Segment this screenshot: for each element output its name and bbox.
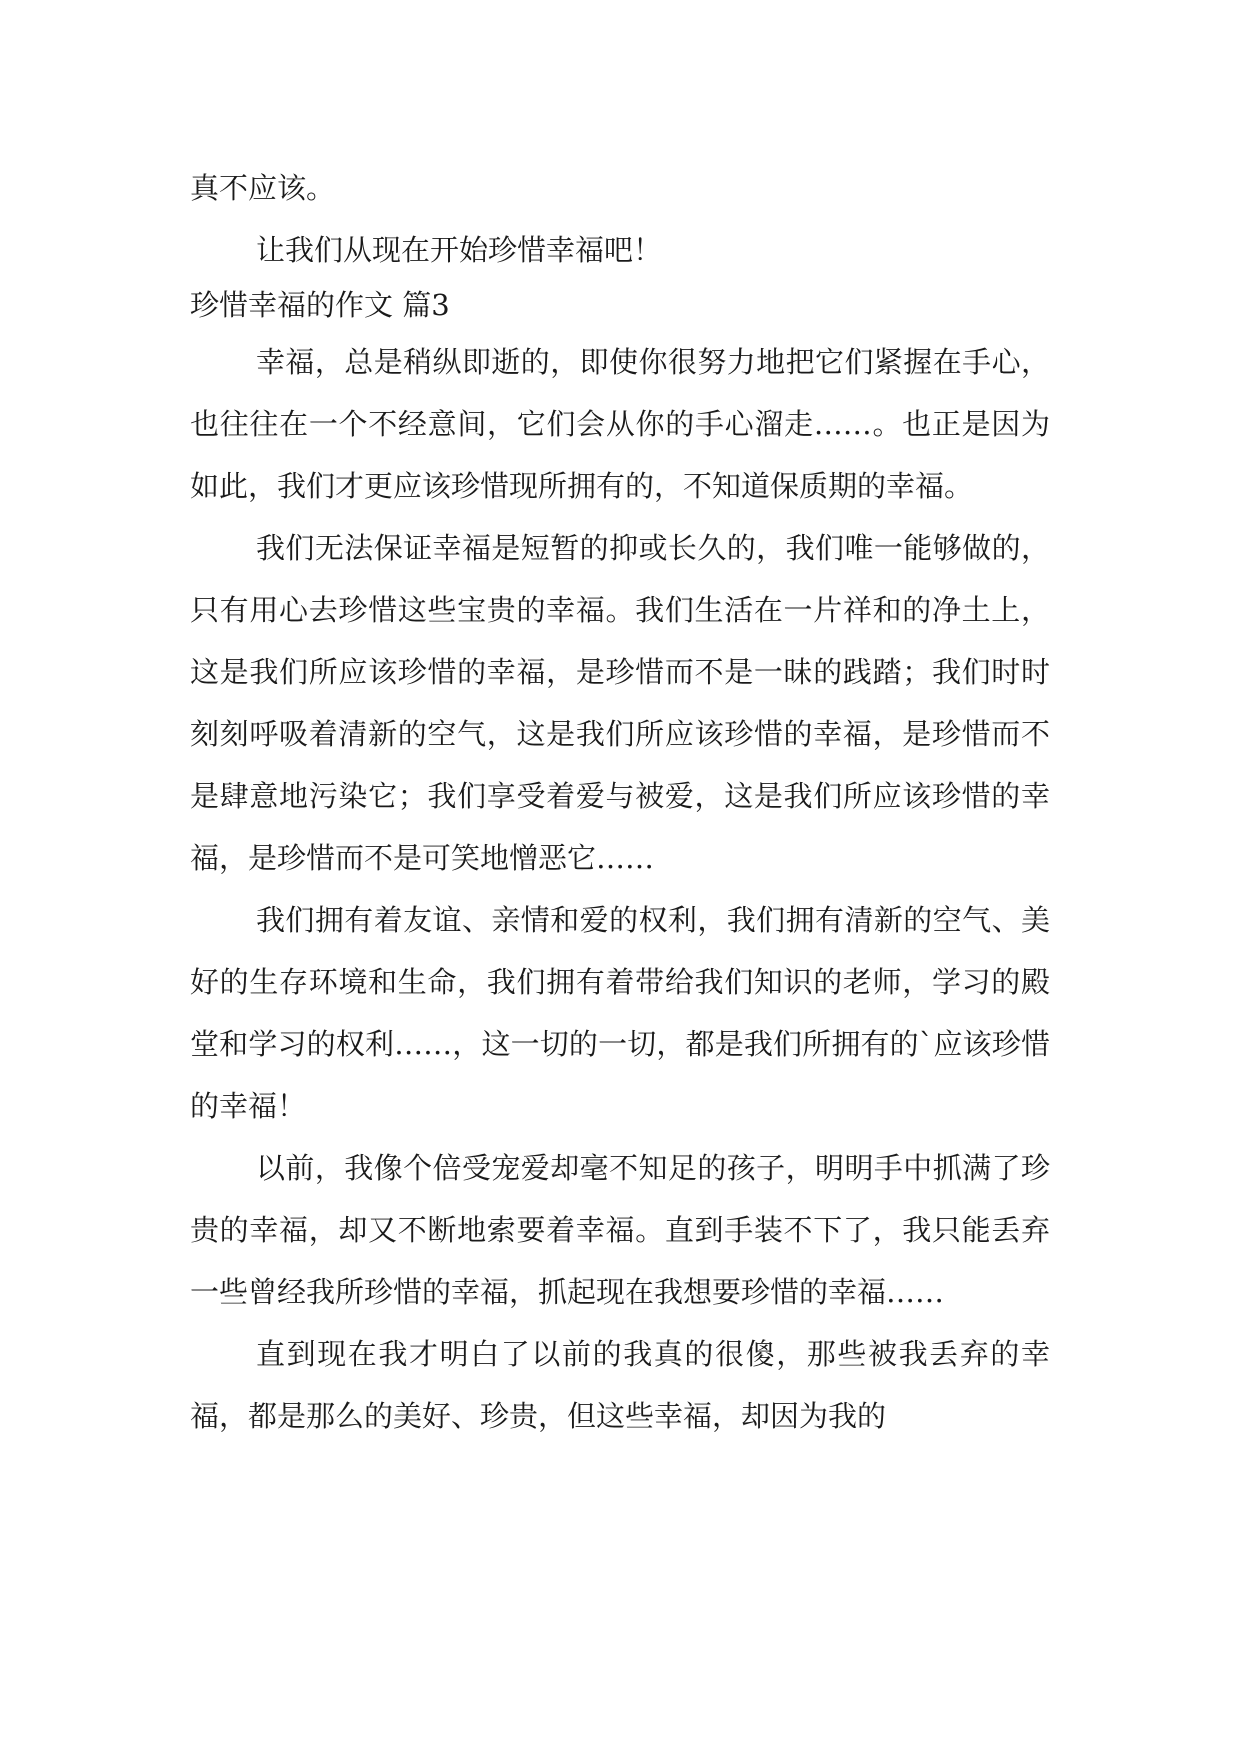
paragraph-3: 我们拥有着友谊、亲情和爱的权利，我们拥有清新的空气、美好的生存环境和生命，我们拥有着带给我们知识的老师，学习的殿堂和学习的权利……，这一切的一切，都是我们所拥有的`应该珍惜的幸福！ [190, 903, 1050, 1123]
paragraph-continuation: 真不应该。 [190, 171, 336, 205]
paragraph-1: 幸福，总是稍纵即逝的，即使你很努力地把它们紧握在手心，也往往在一个不经意间，它们会从你的手心溜走……。也正是因为如此，我们才更应该珍惜现所拥有的，不知道保质期的幸福。 [190, 345, 1050, 503]
paragraph-5: 直到现在我才明白了以前的我真的很傻，那些被我丢弃的幸福，都是那么的美好、珍贵，但这些幸福，却因为我的 [190, 1337, 1050, 1433]
paragraph-closing-line: 让我们从现在开始珍惜幸福吧！ [256, 233, 663, 267]
paragraph-4: 以前，我像个倍受宠爱却毫不知足的孩子，明明手中抓满了珍贵的幸福，却又不断地索要着幸福。直到手装不下了，我只能丢弃一些曾经我所珍惜的幸福，抓起现在我想要珍惜的幸福…… [190, 1151, 1050, 1309]
paragraph-2: 我们无法保证幸福是短暂的抑或长久的，我们唯一能够做的，只有用心去珍惜这些宝贵的幸福。我们生活在一片祥和的净土上，这是我们所应该珍惜的幸福，是珍惜而不是一昧的践踏；我们时时刻刻呼吸着清新的空气，这是我们所应该珍惜的幸福，是珍惜而不是肆意地污染它；我们享受着爱与被爱，这是我们所应该珍惜的幸福，是珍惜而不是可笑地憎恶它…… [190, 531, 1050, 875]
section-heading: 珍惜幸福的作文 篇3 [190, 288, 450, 322]
document-body [190, 157, 1050, 1447]
